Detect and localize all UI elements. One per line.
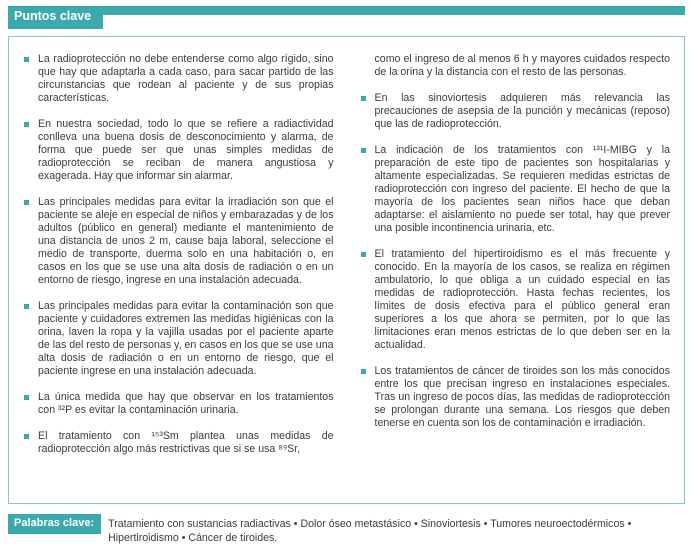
list-item-text: Los tratamientos de cáncer de tiroides son los más conocidos entre los que precisan ingreso en instalaciones especiales. Tras un ingreso de pocos días, las medidas de radioprotección se prolongan durante una semana. Los riesgos que deben tenerse en cuenta son los de contaminación e irradiación. — [374, 364, 670, 429]
list-item — [358, 92, 671, 131]
keywords-label: Palabras clave: — [8, 514, 101, 534]
list-item-text: Las principales medidas para evitar la irradiación son que el paciente se aleje en especial de niños y embarazadas y de los adultos (público en general) mediante el mantenimiento de una distancia de unos 2 m, cause baja laboral, seleccione el medio de transporte, duerma solo en una habitación o, en casos en los que se use una alta dosis de radiación o en un entorno de riesgo, ingrese en una instalación adecuada. — [38, 195, 334, 286]
header-accent-bar — [103, 6, 685, 15]
square-bullet-icon — [24, 57, 29, 62]
square-bullet-icon — [24, 304, 29, 309]
list-item — [21, 391, 334, 417]
key-points-box — [8, 36, 685, 504]
list-item-text: La indicación de los tratamientos con ¹³¹I-MIBG y la preparación de este tipo de pacientes son hospitalarias y altamente especializadas. Se requieren medidas estrictas de radioprotección con ingreso del paciente. El hecho de que la mayoría de los pacientes sean niños hace que deban adaptarse: el aislamiento no puede ser total, hay que prever una posible incontinencia urinaria, etc. — [374, 143, 670, 234]
list-item-text: La radioprotección no debe entenderse como algo rígido, sino que hay que adaptarla a cada caso, para sacar partido de las circunstancias que rodean al paciente y de sus propias características. — [38, 52, 334, 104]
right-column — [358, 53, 671, 497]
keywords-section — [8, 514, 685, 545]
square-bullet-icon — [24, 395, 29, 400]
left-column — [21, 53, 334, 497]
square-bullet-icon — [24, 122, 29, 127]
keywords-text: Tratamiento con sustancias radiactivas • Dolor óseo metastásico • Sinoviortesis • Tumores neuroectodérmicos • Hipertiroidismo • Cáncer de tiroides. — [108, 517, 632, 544]
list-item — [21, 300, 334, 378]
list-item — [21, 430, 334, 456]
list-item-text: El tratamiento con ¹⁵³Sm plantea unas medidas de radioprotección algo más restrictivas que si se usa ⁸⁹Sr, — [38, 429, 334, 455]
square-bullet-icon — [24, 200, 29, 205]
list-item — [358, 144, 671, 235]
list-item — [21, 118, 334, 183]
square-bullet-icon — [361, 96, 366, 101]
list-item-text: En nuestra sociedad, todo lo que se refiere a radiactividad conlleva una buena dosis de desconocimiento y alarma, de forma que puede ser que unas simples medidas de radioprotección se reciban de manera angustiosa y exagerada. Hay que informar sin alarmar. — [38, 117, 334, 182]
square-bullet-icon — [361, 369, 366, 374]
list-item-text: En las sinoviortesis adquieren más relevancia las precauciones de asepsia de la punción y mecánicas (reposo) que las de radioprotección. — [374, 91, 670, 130]
list-item — [358, 248, 671, 352]
list-item — [21, 53, 334, 105]
list-item-continuation — [358, 53, 671, 79]
square-bullet-icon — [361, 148, 366, 153]
list-item — [21, 196, 334, 287]
square-bullet-icon — [24, 434, 29, 439]
list-item-text: como el ingreso de al menos 6 h y mayores cuidados respecto de la orina y la distancia con el resto de las personas. — [374, 52, 670, 78]
list-item-text: La única medida que hay que observar en los tratamientos con ³²P es evitar la contaminación urinaria. — [38, 390, 334, 416]
header — [8, 6, 685, 29]
square-bullet-icon — [361, 252, 366, 257]
list-item-text: Las principales medidas para evitar la contaminación son que paciente y cuidadores extremen las medidas higiénicas con la orina, laven la ropa y la vajilla usadas por el paciente aparte de las del resto de personas y, en casos en los que se use una alta dosis de radiación o en un entorno de riesgo, que el paciente ingrese en una instalación adecuada. — [38, 299, 334, 377]
page-title: Puntos clave — [8, 6, 103, 29]
list-item-text: El tratamiento del hipertiroidismo es el más frecuente y conocido. En la mayoría de los casos, se realiza en régimen ambulatorio, lo que obliga a un cuidado especial en las medidas de radioprotección. Hasta fechas recientes, los límites de dosis efectiva para el público general eran superiores a los que ahora se permiten, por lo que las limitaciones eran menos estrictas de lo que deben ser en la actualidad. — [374, 247, 670, 351]
list-item — [358, 365, 671, 430]
